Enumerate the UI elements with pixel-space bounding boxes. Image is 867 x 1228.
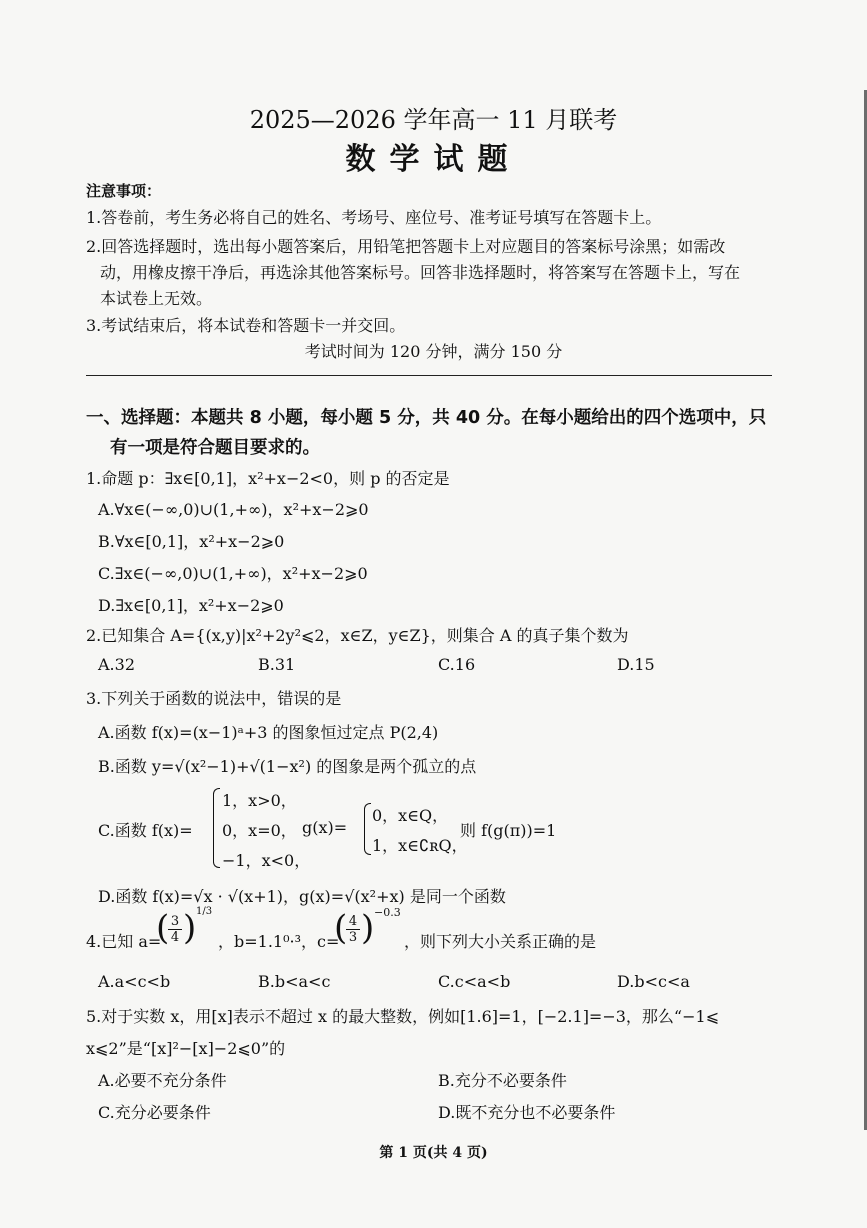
question-3-stem: 3.下列关于函数的说法中，错误的是 [86, 689, 342, 708]
question-3-option-d: D.函数 f(x)=√x · √(x+1)，g(x)=√(x²+x) 是同一个函数 [98, 887, 506, 906]
exam-time-score: 考试时间为 120 分钟，满分 150 分 [304, 342, 563, 361]
f-case-1: 1，x>0， [222, 791, 297, 810]
paren-right: ) [183, 908, 197, 948]
exponent-c: −0.3 [374, 906, 401, 919]
question-4-option-c: C.c<a<b [438, 972, 511, 991]
question-2-option-b: B.31 [258, 655, 296, 674]
f-case-2: 0，x=0， [222, 821, 297, 840]
numerator: 4 [348, 914, 358, 929]
paren-left: ( [156, 908, 170, 948]
question-3-option-b: B.函数 y=√(x²−1)+√(1−x²) 的图象是两个孤立的点 [98, 757, 477, 776]
question-4-option-b: B.b<a<c [258, 972, 331, 991]
question-5-stem: 5.对于实数 x，用[x]表示不超过 x 的最大整数，例如[1.6]=1，[−2.1]=−3，那么“−1⩽ [86, 1007, 720, 1026]
notice-item: 2.回答选择题时，选出每小题答案后，用铅笔把答题卡上对应题目的答案标号涂黑；如需改 [86, 237, 726, 256]
question-5-option-c: C.充分必要条件 [98, 1103, 211, 1122]
question-3-option-a: A.函数 f(x)=(x−1)ᵃ+3 的图象恒过定点 P(2,4) [98, 723, 439, 742]
question-5-option-b: B.充分不必要条件 [438, 1071, 567, 1090]
question-3-option-c-suffix: 则 f(g(π))=1 [460, 821, 557, 840]
notice-item: 本试卷上无效。 [100, 289, 213, 308]
question-1-option-a: A.∀x∈(−∞,0)∪(1,+∞)，x²+x−2⩾0 [98, 500, 369, 519]
question-4-suffix: ，则下列大小关系正确的是 [404, 932, 597, 951]
question-1-option-d: D.∃x∈[0,1]，x²+x−2⩾0 [98, 596, 284, 615]
question-2-option-a: A.32 [98, 655, 135, 674]
paren-left: ( [334, 908, 348, 948]
question-4-prefix: 4.已知 a= [86, 932, 162, 951]
section-heading: 一、选择题：本题共 8 小题，每小题 5 分，共 40 分。在每小题给出的四个选项中，只 [86, 408, 767, 428]
g-case-2: 1，x∈∁ʀQ， [372, 836, 468, 855]
numerator: 3 [170, 914, 180, 929]
question-2-option-c: C.16 [438, 655, 476, 674]
denominator: 3 [346, 929, 360, 945]
question-2-stem: 2.已知集合 A={(x,y)|x²+2y²⩽2，x∈Z，y∈Z}，则集合 A 的真子集个数为 [86, 626, 629, 645]
piecewise-brace [364, 803, 371, 855]
question-1-option-b: B.∀x∈[0,1]，x²+x−2⩾0 [98, 532, 285, 551]
question-1-option-c: C.∃x∈(−∞,0)∪(1,+∞)，x²+x−2⩾0 [98, 564, 368, 583]
question-1-stem: 1.命题 p：∃x∈[0,1]，x²+x−2<0，则 p 的否定是 [86, 469, 450, 488]
question-5-option-d: D.既不充分也不必要条件 [438, 1103, 616, 1122]
subject-title: 数学试题 [345, 142, 522, 177]
fraction-c [346, 914, 360, 945]
notice-item: 1.答卷前，考生务必将自己的姓名、考场号、座位号、准考证号填写在答题卡上。 [86, 208, 662, 227]
notice-item: 3.考试结束后，将本试卷和答题卡一并交回。 [86, 316, 406, 335]
f-case-3: −1，x<0， [222, 851, 311, 870]
question-4-option-d: D.b<c<a [617, 972, 690, 991]
fraction-a [168, 914, 182, 945]
notice-item: 动，用橡皮擦干净后，再选涂其他答案标号。回答非选择题时，将答案写在答题卡上，写在 [100, 263, 741, 282]
section-heading-cont: 有一项是符合题目要求的。 [110, 438, 320, 458]
question-2-option-d: D.15 [617, 655, 655, 674]
paren-right: ) [361, 908, 375, 948]
divider-rule [86, 375, 772, 376]
g-function-prefix: g(x)= [302, 818, 348, 837]
question-3-option-c-prefix: C.函数 f(x)= [98, 821, 193, 840]
question-4-option-a: A.a<c<b [98, 972, 171, 991]
question-4-mid: ，b=1.1⁰·³，c= [218, 932, 340, 951]
piecewise-brace [213, 788, 220, 868]
g-case-1: 0，x∈Q， [372, 806, 449, 825]
exam-title: 2025—2026 学年高一 11 月联考 [249, 106, 618, 134]
question-5-option-a: A.必要不充分条件 [98, 1071, 227, 1090]
question-5-stem-cont: x⩽2”是“[x]²−[x]−2⩽0”的 [86, 1039, 286, 1058]
page-footer: 第 1 页(共 4 页) [379, 1145, 488, 1161]
exponent-a: 1/3 [196, 906, 213, 917]
denominator: 4 [168, 929, 182, 945]
notice-heading: 注意事项： [86, 182, 162, 200]
